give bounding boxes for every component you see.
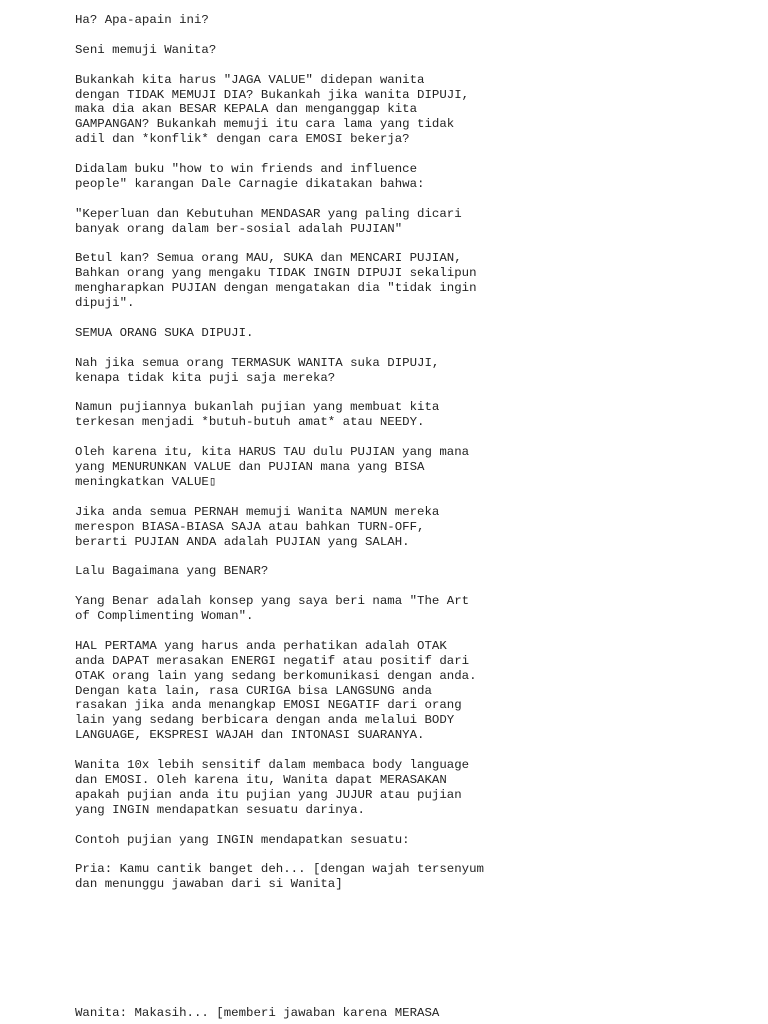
paragraph: SEMUA ORANG SUKA DIPUJI. xyxy=(75,325,254,340)
paragraph: Yang Benar adalah konsep yang saya beri nama "The Art of Complimenting Woman". xyxy=(75,594,470,624)
paragraph: Nah jika semua orang TERMASUK WANITA suka DIPUJI, kenapa tidak kita puji saja mereka? xyxy=(75,355,440,385)
paragraph: Wanita 10x lebih sensitif dalam membaca body language dan EMOSI. Oleh karena itu, Wanita dapat MERASAKAN apakah pujian anda itu pujian yang JUJUR atau pujian yang INGIN mendapatkan sesuatu darinya. xyxy=(75,758,470,817)
paragraph: Lalu Bagaimana yang BENAR? xyxy=(75,564,269,579)
document-body xyxy=(75,13,735,907)
paragraph: Didalam buku "how to win friends and influence people" karangan Dale Carnagie dikatakan bahwa: xyxy=(75,162,425,191)
paragraph: Seni memuji Wanita? xyxy=(75,42,217,57)
paragraph: Contoh pujian yang INGIN mendapatkan sesuatu: xyxy=(75,832,410,847)
paragraph: Ha? Apa-apain ini? xyxy=(75,13,209,27)
paragraph: Betul kan? Semua orang MAU, SUKA dan MENCARI PUJIAN, Bahkan orang yang mengaku TIDAK INGIN DIPUJI sekalipun mengharapkan PUJIAN dengan mengatakan dia "tidak ingin dipuji". xyxy=(75,251,477,311)
dialogue-paragraph-bottom: Wanita: Makasih... [memberi jawaban karena MERASA xyxy=(75,1006,440,1020)
paragraph: Oleh karena itu, kita HARUS TAU dulu PUJIAN yang mana yang MENURUNKAN VALUE dan PUJIAN mana yang BISA meningkatkan VALUE▯ xyxy=(75,445,470,489)
paragraph: Namun pujiannya bukanlah pujian yang membuat kita terkesan menjadi *butuh-butuh amat* atau NEEDY. xyxy=(75,400,440,430)
paragraph: Bukankah kita harus "JAGA VALUE" didepan wanita dengan TIDAK MEMUJI DIA? Bukankah jika wanita DIPUJI, maka dia akan BESAR KEPALA dan menganggap kita GAMPANGAN? Bukankah memuji itu cara lama yang tidak adil dan *konflik* dengan cara EMOSI bekerja? xyxy=(75,72,470,147)
dialogue-paragraph: Pria: Kamu cantik banget deh... [dengan wajah tersenyum dan menunggu jawaban dari si Wanita] xyxy=(75,862,484,892)
paragraph: Jika anda semua PERNAH memuji Wanita NAMUN mereka merespon BIASA-BIASA SAJA atau bahkan TURN-OFF, berarti PUJIAN ANDA adalah PUJIAN yang SALAH. xyxy=(75,504,440,549)
paragraph: HAL PERTAMA yang harus anda perhatikan adalah OTAK anda DAPAT merasakan ENERGI negatif atau positif dari OTAK orang lain yang sedang berkomunikasi dengan anda. Dengan kata lain, rasa CURIGA bisa LANGSUNG anda rasakan jika anda menangkap EMOSI NEGATIF dari orang lain yang sedang berbicara dengan anda melalui BODY LANGUAGE, EKSPRESI WAJAH dan INTONASI SUARANYA. xyxy=(75,638,477,743)
quote-paragraph: "Keperluan dan Kebutuhan MENDASAR yang paling dicari banyak orang dalam ber-sosial adalah PUJIAN" xyxy=(75,206,462,236)
